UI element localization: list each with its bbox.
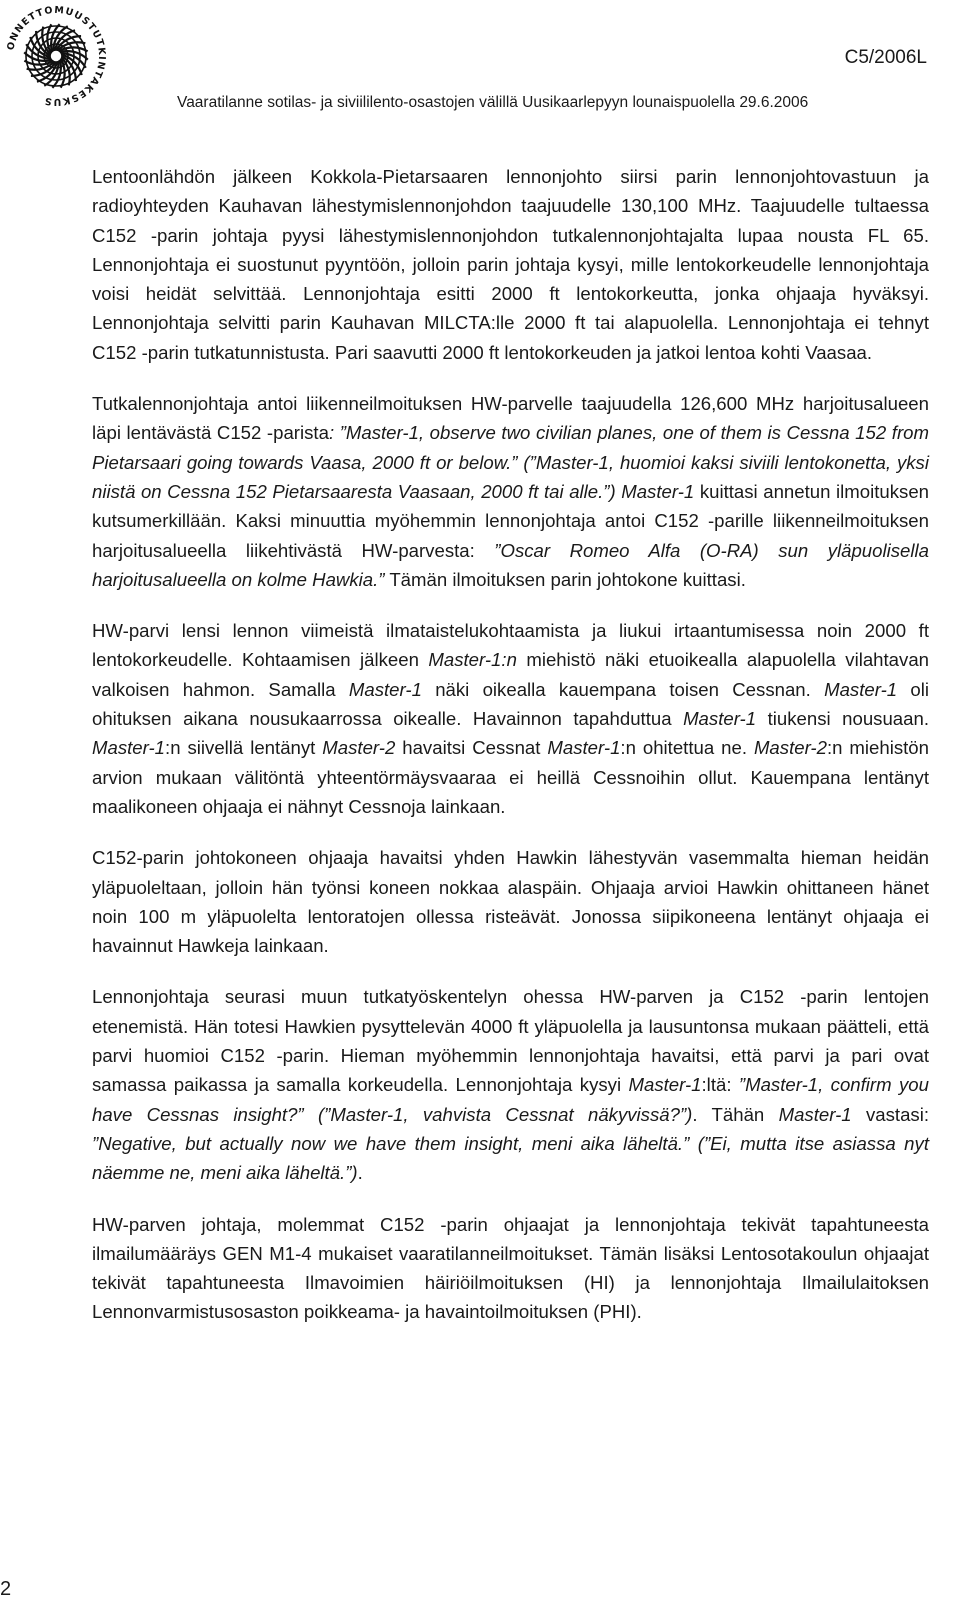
italic-text-run: Master-1:n xyxy=(428,649,517,671)
italic-text-run: ”Master-1, confirm you have Cessnas insight?” (”Master-1, vahvista Cessnat näkyvissä?”) xyxy=(92,1074,929,1125)
text-run: havaitsi Cessnat xyxy=(395,737,548,759)
italic-text-run: Master-2 xyxy=(753,737,827,759)
paragraph xyxy=(92,1210,929,1327)
italic-text-run: Master-1 xyxy=(628,1074,702,1096)
text-run: oli ohituksen aikana nousukaarrossa oikealle. Havainnon tapahduttua xyxy=(92,678,929,730)
italic-text-run: : ”Master-1, observe two civilian planes, one of them is Cessna 152 from Pietarsaari going towards Vaasa, 2000 ft or below.” (”Master-1, huomioi kaksi siviili lentokonetta, yksi niistä on Cessna 152 Pietarsaaresta Vaasaan, 2000 ft tai alle.”) Master-1 xyxy=(92,422,929,502)
text-run: :n miehistön arvion mukaan välitöntä yhteentörmäysvaaraa ei heillä Cessnoihin ollut. Kauempana lentänyt maalikoneen ohjaaja ei nähnyt Cessnoja lainkaan. xyxy=(92,737,929,817)
text-run: . xyxy=(357,1162,363,1184)
paragraph xyxy=(92,162,929,367)
text-run: :n siivellä lentänyt xyxy=(165,737,323,759)
text-run: . Tähän xyxy=(692,1103,779,1125)
text-run: kuittasi annetun ilmoituksen kutsumerkillään. Kaksi minuuttia myöhemmin lennonjohtaja antoi C152 -parille liikenneilmoituksen harjoitusalueella liikehtivästä HW-parvesta: xyxy=(92,480,929,561)
text-run: :n ohitettua ne. xyxy=(620,737,754,759)
text-run: Tämän ilmoituksen parin johtokone kuittasi. xyxy=(384,568,746,590)
text-run: C152-parin johtokoneen ohjaaja havaitsi yhden Hawkin lähestyvän vasemmalta hieman heidän yläpuoleltaan, jolloin hän työnsi koneen nokkaa alaspäin. Ohjaaja arvioi Hawkin ohittaneen hänet noin 100 m yläpuolelta lentoratojen ollessa risteävät. Jonossa siipikoneena lentänyt ohjaaja ei havainnut Hawkeja lainkaan. xyxy=(92,847,929,957)
paragraph xyxy=(92,843,929,960)
text-run: miehistö näki etuoikealla alapuolella vilahtavan valkoisen hahmon. Samalla xyxy=(92,649,930,700)
body-text xyxy=(92,162,929,1349)
logo-ring-text: ONNETTOMUUSTUTKINTAKESKUS xyxy=(5,4,108,108)
italic-text-run: Master-1 xyxy=(683,708,757,730)
text-run: vastasi: xyxy=(851,1103,930,1125)
text-run: HW-parven johtaja, molemmat C152 -parin ohjaajat ja lennonjohtaja tekivät tapahtuneesta ilmailumääräys GEN M1-4 mukaiset vaaratilanneilmoitukset. Tämän lisäksi Lentosotakoulun ohjaajat tekivät tapahtuneesta Ilmavoimien häiriöilmoituksen (HI) ja lennonjohtaja Ilmailulaitoksen Lennonvarmistusosaston poikkeama- ja havaintoilmoituksen (PHI). xyxy=(92,1213,929,1323)
paragraph xyxy=(92,616,929,821)
italic-text-run: Master-1 xyxy=(92,737,166,759)
text-run: Tutkalennonjohtaja antoi liikenneilmoituksen HW-parvelle taajuudella 126,600 MHz harjoitusalueen läpi lentävästä C152 -parista xyxy=(92,393,929,444)
page-number: 2 xyxy=(0,1578,12,1600)
italic-text-run: Master-2 xyxy=(322,737,396,759)
text-run: :ltä: xyxy=(701,1074,739,1096)
agency-logo xyxy=(0,0,112,112)
logo-swirl xyxy=(26,26,86,86)
document-id: C5/2006L xyxy=(844,47,927,68)
italic-text-run: ”Negative, but actually now we have them insight, meni aika läheltä.” (”Ei, mutta itse asiassa nyt näemme ne, meni aika läheltä.”) xyxy=(92,1132,929,1184)
text-run: Lentoonlähdön jälkeen Kokkola-Pietarsaaren lennonjohto siirsi parin lennonjohtovastuun ja radioyhteyden Kauhavan lähestymislennonjohdon taajuudelle 130,100 MHz. Taajuudelle tultaessa C152 -parin johtaja pyysi lähestymislennonjohdon tutkalennonjohtajalta lupaa nousta FL 65. Lennonjohtaja ei suostunut pyyntöön, jolloin parin johtaja kysyi, mille lentokorkeudelle lennonjohtaja voisi heidät selvittää. Lennonjohtaja esitti 2000 ft lentokorkeutta, jonka ohjaaja hyväksyi. Lennonjohtaja selvitti parin Kauhavan MILCTA:lle 2000 ft tai alapuolella. Lennonjohtaja ei tehnyt C152 -parin tutkatunnistusta. Pari saavutti 2000 ft lentokorkeuden ja jatkoi lentoa kohti Vaasaa. xyxy=(92,166,929,363)
italic-text-run: ”Oscar Romeo Alfa (O-RA) sun yläpuolisella harjoitusalueella on kolme Hawkia.” xyxy=(92,539,929,590)
italic-text-run: Master-1 xyxy=(547,737,621,759)
italic-text-run: Master-1 xyxy=(778,1103,852,1125)
paragraph xyxy=(92,982,929,1187)
text-run: HW-parvi lensi lennon viimeistä ilmataistelukohtaamista ja liukui irtaantumisessa noin 2000 ft lentokorkeudelle. Kohtaamisen jälkeen xyxy=(92,620,929,671)
italic-text-run: Master-1 xyxy=(348,678,422,700)
header-title: Vaaratilanne sotilas- ja siviililento-osastojen välillä Uusikaarlepyyn lounaispuolella 29.6.2006 xyxy=(177,94,809,111)
text-run: tiukensi nousuaan. xyxy=(756,708,929,730)
svg-text:ONNETTOMUUSTUTKINTAKESKUS xyxy=(5,5,107,107)
paragraph xyxy=(92,389,929,594)
italic-text-run: Master-1 xyxy=(824,678,898,700)
text-run: Lennonjohtaja seurasi muun tutkatyöskentelyn ohessa HW-parven ja C152 -parin lentojen etenemistä. Hän totesi Hawkien pysyttelevän 4000 ft yläpuolella ja lausuntonsa mukaan päätteli, että parvi huomioi C152 -parin. Hieman myöhemmin lennonjohtaja havaitsi, että parvi ja pari ovat samassa paikassa ja samalla korkeudella. Lennonjohtaja kysyi xyxy=(92,986,929,1096)
text-run: näki oikealla kauempana toisen Cessnan. xyxy=(421,678,825,700)
